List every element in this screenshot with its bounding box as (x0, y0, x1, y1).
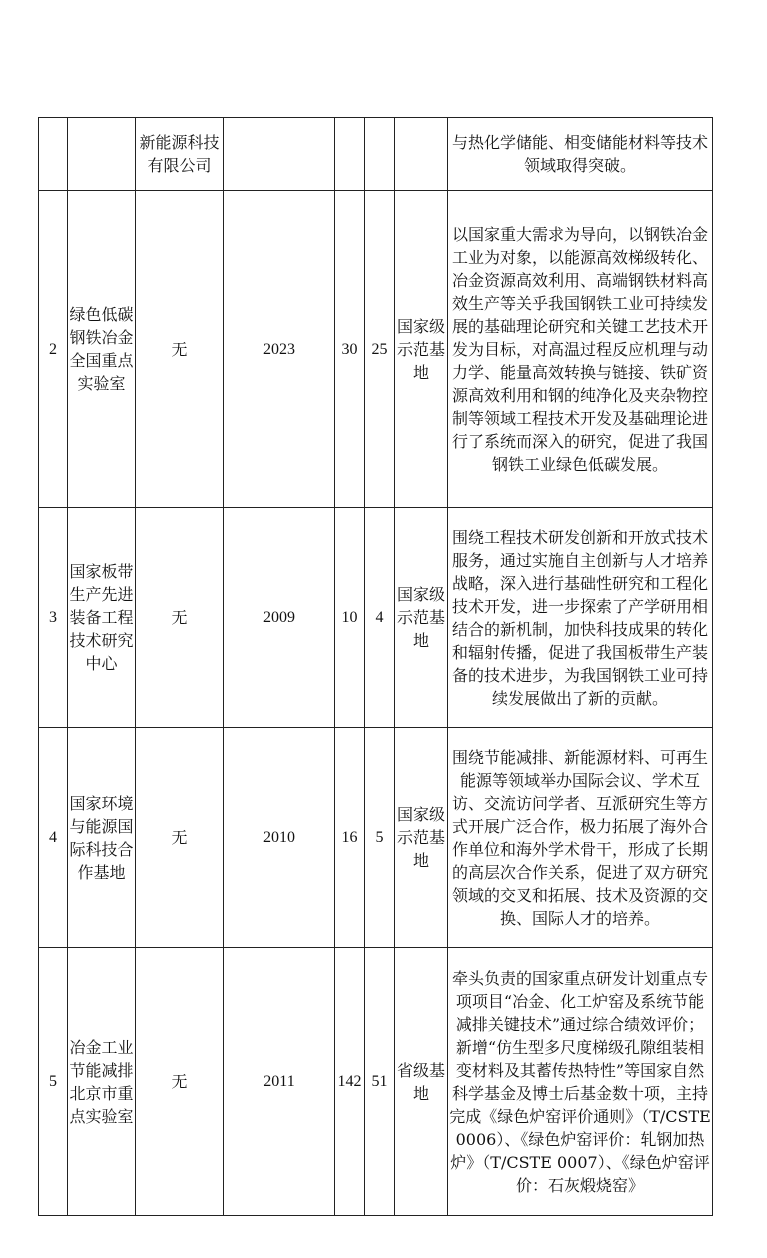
students-cell: 51 (365, 948, 395, 1216)
year-cell: 2009 (224, 508, 335, 728)
year-cell (224, 118, 335, 191)
table-row (39, 728, 713, 948)
partner-cell: 无 (136, 948, 224, 1216)
base-name-cell (68, 118, 136, 191)
table-row (39, 191, 713, 508)
row-number-cell: 5 (39, 948, 68, 1216)
people-cell: 16 (335, 728, 365, 948)
level-cell: 省级基地 (395, 948, 448, 1216)
base-table (38, 117, 713, 1216)
table-row (39, 508, 713, 728)
partner-cell: 新能源科技有限公司 (136, 118, 224, 191)
description-cell: 以国家重大需求为导向，以钢铁冶金工业为对象，以能源高效梯级转化、冶金资源高效利用、高端钢铁材料高效生产等关乎我国钢铁工业可持续发展的基础理论研究和关键工艺技术开发为目标，对高温过程反应机理与动力学、能量高效转换与链接、铁矿资源高效利用和钢的纯净化及夹杂物控制等领域工程技术开发及基础理论进行了系统而深入的研究，促进了我国钢铁工业绿色低碳发展。 (448, 191, 713, 508)
students-cell: 4 (365, 508, 395, 728)
people-cell: 142 (335, 948, 365, 1216)
partner-cell: 无 (136, 191, 224, 508)
base-name-cell: 冶金工业节能减排北京市重点实验室 (68, 948, 136, 1216)
students-cell: 5 (365, 728, 395, 948)
year-cell: 2023 (224, 191, 335, 508)
year-cell: 2010 (224, 728, 335, 948)
row-number-cell: 2 (39, 191, 68, 508)
table-row (39, 948, 713, 1216)
level-cell (395, 118, 448, 191)
people-cell: 10 (335, 508, 365, 728)
partner-cell: 无 (136, 508, 224, 728)
year-cell: 2011 (224, 948, 335, 1216)
row-number-cell: 4 (39, 728, 68, 948)
students-cell (365, 118, 395, 191)
people-cell (335, 118, 365, 191)
base-name-cell: 国家环境与能源国际科技合作基地 (68, 728, 136, 948)
row-number-cell (39, 118, 68, 191)
description-cell: 牵头负责的国家重点研发计划重点专项项目“冶金、化工炉窑及系统节能减排关键技术”通过综合绩效评价；新增“仿生型多尺度梯级孔隙组装相变材料及其蓄传热特性”等国家自然科学基金及博士后基金数十项，主持完成《绿色炉窑评价通则》（T/CSTE 0006）、《绿色炉窑评价：轧钢加热炉》（T/CSTE 0007）、《绿色炉窑评价：石灰煅烧窑》 (448, 948, 713, 1216)
base-name-cell: 国家板带生产先进装备工程技术研究中心 (68, 508, 136, 728)
description-cell: 围绕工程技术研发创新和开放式技术服务，通过实施自主创新与人才培养战略，深入进行基础性研究和工程化技术开发，进一步探索了产学研用相结合的新机制，加快科技成果的转化和辐射传播，促进了我国板带生产装备的技术进步，为我国钢铁工业可持续发展做出了新的贡献。 (448, 508, 713, 728)
base-name-cell: 绿色低碳钢铁冶金全国重点实验室 (68, 191, 136, 508)
description-cell: 围绕节能减排、新能源材料、可再生能源等领域举办国际会议、学术互访、交流访问学者、互派研究生等方式开展广泛合作，极力拓展了海外合作单位和海外学术骨干，形成了长期的高层次合作关系，促进了双方研究领域的交叉和拓展、技术及资源的交换、国际人才的培养。 (448, 728, 713, 948)
level-cell: 国家级示范基地 (395, 508, 448, 728)
table-row (39, 118, 713, 191)
level-cell: 国家级示范基地 (395, 728, 448, 948)
level-cell: 国家级示范基地 (395, 191, 448, 508)
students-cell: 25 (365, 191, 395, 508)
description-cell: 与热化学储能、相变储能材料等技术领域取得突破。 (448, 118, 713, 191)
row-number-cell: 3 (39, 508, 68, 728)
people-cell: 30 (335, 191, 365, 508)
partner-cell: 无 (136, 728, 224, 948)
